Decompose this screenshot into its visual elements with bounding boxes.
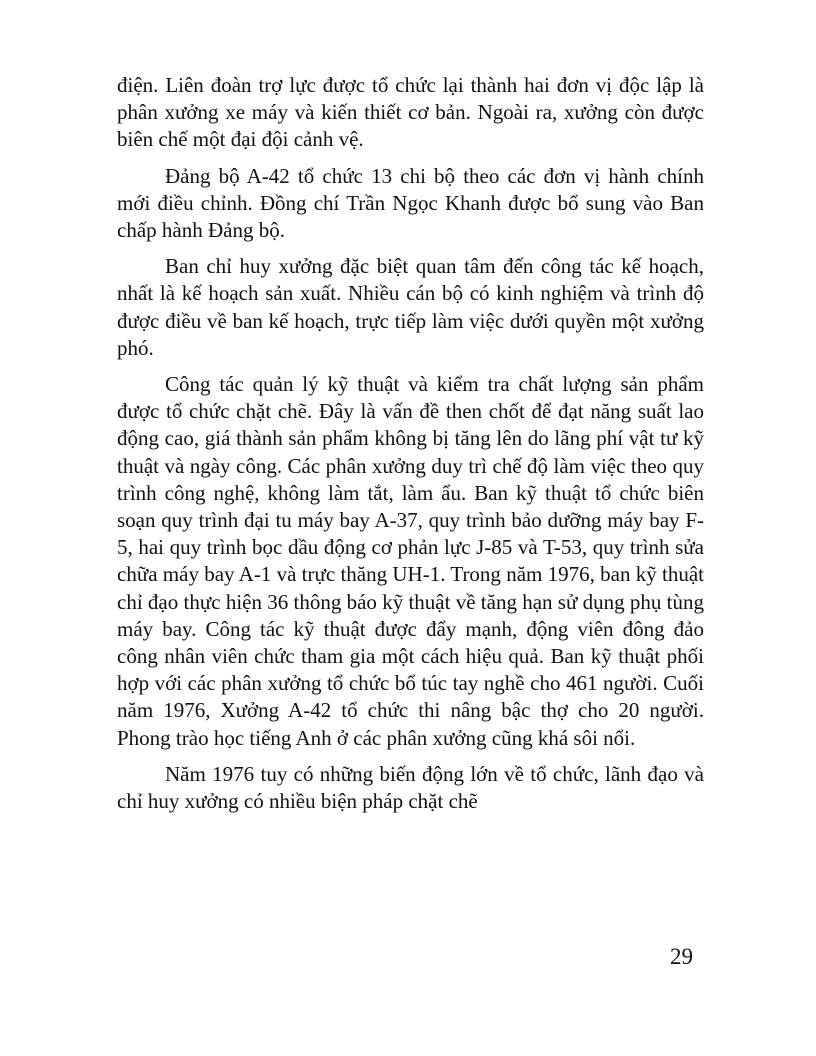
page-number: 29 — [670, 944, 693, 969]
paragraph-5: Năm 1976 tuy có những biến động lớn về tổ chức, lãnh đạo và chỉ huy xưởng có nhiều biện pháp chặt chẽ — [117, 761, 704, 814]
page-body — [117, 72, 704, 824]
paragraph-3: Ban chỉ huy xưởng đặc biệt quan tâm đến công tác kế hoạch, nhất là kế hoạch sản xuất. Nhiều cán bộ có kinh nghiệm và trình độ được điều về ban kế hoạch, trực tiếp làm việc dưới quyền một xưởng phó. — [117, 254, 704, 360]
paragraph-1: điện. Liên đoàn trợ lực được tổ chức lại thành hai đơn vị độc lập là phân xưởng xe máy và kiến thiết cơ bản. Ngoài ra, xưởng còn được biên chế một đại đội cảnh vệ. — [117, 73, 704, 152]
paragraph-2: Đảng bộ A-42 tổ chức 13 chi bộ theo các đơn vị hành chính mới điều chỉnh. Đồng chí Trần Ngọc Khanh được bổ sung vào Ban chấp hành Đảng bộ. — [117, 163, 704, 243]
paragraph-4: Công tác quản lý kỹ thuật và kiểm tra chất lượng sản phẩm được tổ chức chặt chẽ. Đây là vấn đề then chốt để đạt năng suất lao động cao, giá thành sản phẩm không bị tăng lên do lãng phí vật tư kỹ thuật và ngày công. Các phân xưởng duy trì chế độ làm việc theo quy trình công nghệ, không làm tắt, làm ẩu. Ban kỹ thuật tổ chức biên soạn quy trình đại tu máy bay A-37, quy trình bảo dưỡng máy bay F-5, hai quy trình bọc dầu động cơ phản lực J-85 và T-53, quy trình sửa chữa máy bay A-1 và trực thăng UH-1. Trong năm 1976, ban kỹ thuật chỉ đạo thực hiện 36 thông báo kỹ thuật về tăng hạn sử dụng phụ tùng máy bay. Công tác kỹ thuật được đẩy mạnh, động viên đông đảo công nhân viên chức tham gia một cách hiệu quả. Ban kỹ thuật phối hợp với các phân xưởng tổ chức bổ túc tay nghề cho 461 người. Cuối năm 1976, Xưởng A-42 tổ chức thi nâng bậc thợ cho 20 người. Phong trào học tiếng Anh ở các phân xưởng cũng khá sôi nổi. — [117, 372, 704, 750]
